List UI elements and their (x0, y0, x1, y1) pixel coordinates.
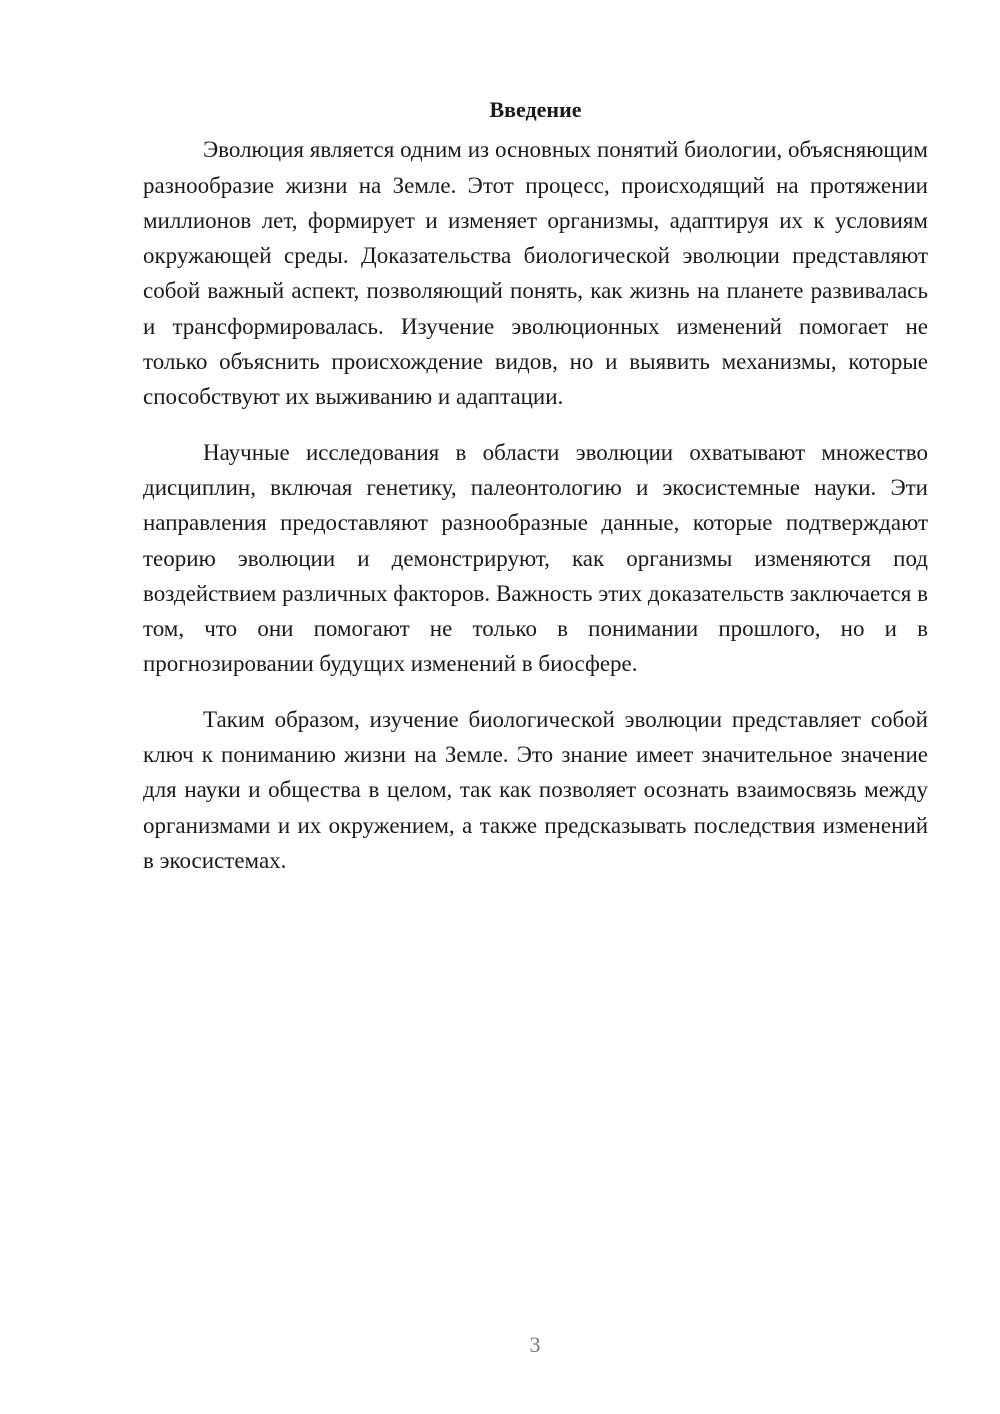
page-content (143, 92, 928, 898)
section-title: Введение (489, 97, 582, 122)
paragraph-1: Эволюция является одним из основных понятий биологии, объясняющим разнообразие жизни на Земле. Этот процесс, происходящий на протяжении миллионов лет, формирует и изменяет организмы, адаптируя их к условиям окружающей среды. Доказательства биологической эволюции представляют собой важный аспект, позволяющий понять, как жизнь на планете развивалась и трансформировалась. Изучение эволюционных изменений помогает не только объяснить происхождение видов, но и выявить механизмы, которые способствуют их выживанию и адаптации. (143, 137, 928, 410)
page-number: 3 (529, 1332, 541, 1357)
paragraph-2: Научные исследования в области эволюции охватывают множество дисциплин, включая генетику, палеонтологию и экосистемные науки. Эти направления предоставляют разнообразные данные, которые подтверждают теорию эволюции и демонстрируют, как организмы изменяются под воздействием различных факторов. Важность этих доказательств заключается в том, что они помогают не только в понимании прошлого, но и в прогнозировании будущих изменений в биосфере. (143, 439, 928, 677)
paragraph-3: Таким образом, изучение биологической эволюции представляет собой ключ к пониманию жизни на Земле. Это знание имеет значительное значение для науки и общества в целом, так как позволяет осознать взаимосвязь между организмами и их окружением, а также предсказывать последствия изменений в экосистемах. (143, 706, 928, 873)
